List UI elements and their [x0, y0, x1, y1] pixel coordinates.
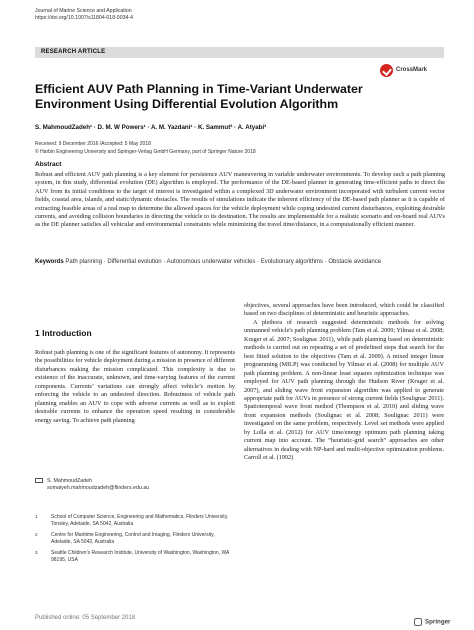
keywords-label: Keywords: [35, 259, 64, 265]
affiliations: [35, 514, 235, 568]
affiliation-number: 3: [35, 550, 38, 555]
journal-header: [35, 8, 133, 22]
affiliation-text: School of Computer Science, Engineering and Mathematics, Flinders University, Tonsley, Adelaide, SA 5042, Australia: [51, 514, 229, 527]
intro-paragraph: objectives, several approaches have been introduced, which could be classified based on two disciplines of deterministic and heuristic approaches.: [244, 302, 444, 318]
keywords-text: Path planning · Differential evolution · Autonomous underwater vehicles · Evolutionary algorithms · Obstacle avoidance: [65, 259, 382, 265]
affiliation-number: 1: [35, 514, 38, 519]
intro-right-column: [244, 302, 444, 463]
abstract-text: Robust and efficient AUV path planning is a key element for persistence AUV maneuvering in variable underwater environments. To develop such a path planning system, in this study, differential evolution (DE) algorithm is employed. The performance of the DE-based planner in generating time-efficient paths to direct the AUV from its initial conditions to the target of interest is investigated within a complexed 3D underwater environment incorporated with turbulent current vector fields, coastal area, islands, and static/dynamic obstacles. The results of simulations indicate the inherent efficiency of the DE-based path planner as it is capable of extracting feasible areas of a real map to determine the allowed spaces for the vehicle deployment while coping undesired current disturbances, exploiting desirable currents, and avoiding collision boundaries in directing the vehicle to its destination. The results are implementable for a realistic scenario and on-board real AUVs as the DE planner satisfies all vehicular and environmental constraints while minimizing the travel time/distance, in a computationally efficient manner.: [35, 171, 445, 229]
paper-title: Efficient AUV Path Planning in Time-Variant Underwater Environment Using Differential Evolution Algorithm: [35, 82, 363, 111]
affiliation-text: Centre for Maritime Engineering, Control and Imaging, Flinders University, Adelaide, SA 5042, Australia: [51, 532, 215, 545]
publisher-logo: [414, 613, 450, 630]
author-list: S. MahmoudZadeh¹ · D. M. W Powers¹ · A. M. Yazdani¹ · K. Sammut² · A. Atyabi³: [35, 124, 267, 131]
springer-horse-icon: [414, 618, 422, 626]
article-type-label: RESEARCH ARTICLE: [41, 49, 106, 55]
affiliation-number: 2: [35, 532, 38, 537]
affiliation-item: [35, 550, 235, 564]
crossmark-icon: [380, 64, 393, 77]
article-type-band: [35, 47, 444, 58]
journal-name: Journal of Marine Science and Application: [35, 8, 132, 14]
author-email[interactable]: somaiyeh.mahmoudzadeh@flinders.edu.au: [47, 485, 150, 492]
crossmark-label: CrossMark: [396, 67, 428, 73]
abstract-heading: Abstract: [35, 161, 62, 168]
affiliation-text: Seattle Children’s Research Institute, University of Washington, Washington, WA 98195, USA: [51, 550, 230, 563]
affiliation-item: [35, 532, 235, 546]
published-online-note: Published online: 05 September 2018: [35, 615, 136, 621]
affiliation-item: [35, 514, 235, 528]
publication-dates: [35, 141, 256, 156]
crossmark-badge[interactable]: [380, 64, 442, 78]
section-heading: 1 Introduction: [35, 328, 92, 338]
copyright-notice: © Harbin Engineering University and Springer-Verlag GmbH Germany, part of Springer Nature 2018: [35, 148, 256, 155]
intro-paragraph: A plethora of research suggested deterministic methods for solving unmanned vehicle's path planning problem (Tam et al. 2009; Yilmaz et al. 2008; Kruger et al. 2007; Soulignac 2011), while path planning based on deterministic methods is carried out on repeating a set of predefined steps that search for the best fitted solution to the objectives (Tam et al. 2009). A mixed integer linear programming (MILP) was conducted by Yilmaz et al. (2008) for multiple AUV path planning problem. A non-linear least squares optimization technique was employed for AUV path planning through the Hudson River (Kruger et al. 2007), and sliding wave front expansion algorithm was applied to generate appropriate path for AUVs in presence of strong current fields (Soulignac 2011). Spatiotemporal wave front method (Thompson et al. 2010) and sliding wave front expansion methods (Soulignac et al. 2008; Soulignac 2011) were investigated on the same problem, respectively. Level set methods were applied by Lolla et al. (2012) for AUV time/energy optimum path planning taking current map into account. The “heuristic-grid search” approaches are other alternatives in dealing with NP-hard and multi-objective optimization problems. Carroll et al. (1992): [244, 318, 444, 462]
corresponding-author: [35, 477, 235, 492]
corresponding-author-name: S. MahmoudZadeh: [47, 478, 93, 484]
intro-left-column: Robust path planning is one of the significant features of autonomy. It represents the possibilities for vehicle deployment during a mission in presence of different disturbances making the mission complicated. This complexity is due to existence of the inaccurate, unknown, and time-varying features of the current components. Currents’ variations can strongly affect vehicle’s motion by enforcing the vehicle to an undesired direction. Robustness of vehicle path planning enables an AUV to cope with adverse currents as well as to exploit desirable currents to enhance the operation speed resulting in considerable energy saving. To achieve path planning: [35, 349, 235, 424]
publisher-name: Springer: [425, 618, 451, 626]
keywords: [35, 258, 445, 266]
envelope-icon: [35, 478, 43, 483]
doi-link[interactable]: https://doi.org/10.1007/s11804-018-0034-4: [35, 15, 133, 21]
received-accepted-dates: Received: 9 December 2016 /Accepted: 5 May 2018: [35, 141, 151, 147]
